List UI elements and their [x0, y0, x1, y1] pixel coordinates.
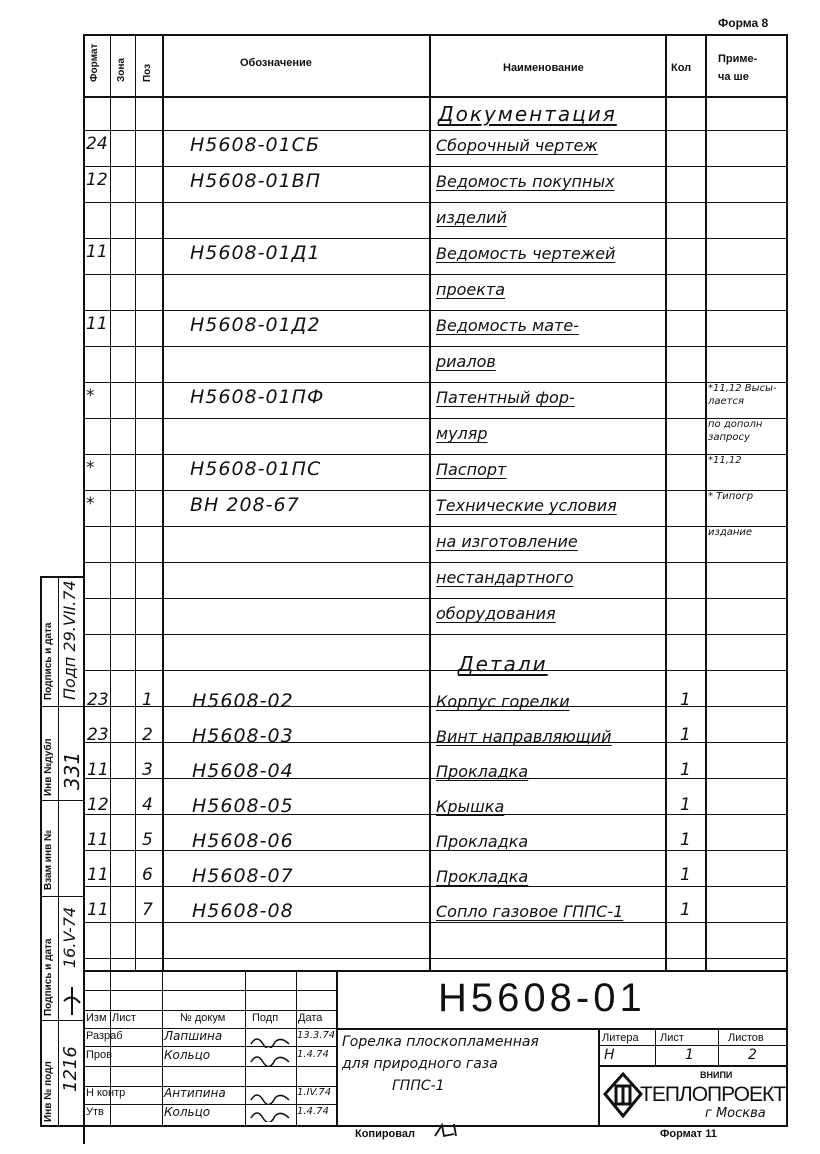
copier-signature — [432, 1122, 462, 1140]
row-line — [83, 274, 788, 275]
tb-h-list: Лист — [112, 1012, 136, 1024]
tb-title-3: ГППС-1 — [392, 1078, 445, 1094]
tb-doc-number: Н5608-01 — [438, 976, 646, 1020]
row-format: * — [86, 386, 95, 406]
row-line — [83, 598, 788, 599]
tb-line — [296, 970, 297, 1126]
row-qty: 1 — [680, 760, 691, 780]
tb-line — [598, 1045, 788, 1046]
row-line — [83, 526, 788, 527]
tb-role-date: 1.4.74 — [297, 1106, 329, 1117]
row-line — [83, 166, 788, 167]
row-line — [83, 238, 788, 239]
signature-mark — [249, 1032, 293, 1048]
tb-org-city: г Москва — [705, 1106, 766, 1121]
row-line — [83, 670, 788, 671]
row-name: нестандартного — [436, 568, 574, 587]
frame-left — [83, 34, 85, 1144]
tb-role-name: Лапшина — [164, 1029, 223, 1043]
row-qty: 1 — [680, 690, 691, 710]
row-name: на изготовление — [436, 532, 578, 551]
side-line — [40, 576, 84, 578]
side-hand-date-top: Подп 29.VII.74 — [60, 580, 79, 700]
header-name: Наименование — [503, 62, 584, 74]
tb-line — [718, 1028, 719, 1066]
col-line — [135, 34, 136, 970]
row-line — [83, 958, 788, 959]
tb-row-line — [83, 1046, 337, 1047]
row-format: 12 — [86, 170, 108, 190]
row-name: Корпус горелки — [436, 692, 570, 711]
row-name: Технические условия — [436, 496, 617, 515]
row-pos: 4 — [142, 795, 153, 815]
side-vzam-inv: Взам инв № — [43, 829, 54, 890]
tb-role: Разраб — [86, 1030, 123, 1042]
row-format: 12 — [87, 795, 109, 815]
row-name: изделий — [436, 208, 507, 227]
row-designation: Н5608-05 — [192, 795, 294, 817]
signature-mark — [249, 1050, 293, 1066]
tb-line — [162, 970, 163, 1126]
row-format: 11 — [86, 242, 108, 262]
tb-title-1: Горелка плоскопламенная — [342, 1034, 539, 1050]
row-line — [83, 634, 788, 635]
col-line — [110, 34, 111, 970]
row-name: Сопло газовое ГППС-1 — [436, 902, 624, 921]
header-note: Приме- ча ше — [718, 53, 758, 83]
row-format: 11 — [87, 760, 109, 780]
row-note: издание — [708, 527, 753, 538]
side-hand-1216: 1216 — [60, 1046, 81, 1092]
row-name: Ведомость мате- — [436, 316, 579, 335]
row-name: Прокладка — [436, 832, 529, 851]
row-designation: Н5608-08 — [192, 900, 294, 922]
row-qty: 1 — [680, 900, 691, 920]
row-name: муляр — [436, 424, 488, 443]
tb-listov-value: 2 — [748, 1047, 757, 1063]
header-designation: Обозначение — [240, 57, 312, 69]
row-qty: 1 — [680, 795, 691, 815]
side-line — [40, 800, 84, 801]
row-designation: Н5608-03 — [192, 725, 294, 747]
frame-right — [786, 34, 788, 1126]
row-line — [83, 418, 788, 419]
tb-role: Утв — [86, 1106, 104, 1118]
row-name: Крышка — [436, 797, 505, 816]
row-qty: 1 — [680, 725, 691, 745]
side-line — [40, 1020, 84, 1021]
row-designation: Н5608-01ВП — [190, 170, 321, 192]
tb-role-date: 1.IV.74 — [297, 1087, 332, 1098]
row-designation: Н5608-01Д2 — [190, 314, 321, 336]
row-line — [83, 886, 788, 887]
tb-line — [598, 1028, 600, 1126]
tb-line — [655, 1028, 656, 1066]
row-designation: Н5608-01ПФ — [190, 386, 325, 408]
tb-list-label: Лист — [660, 1032, 684, 1044]
tb-role-name: Кольцо — [164, 1048, 211, 1062]
row-name: Сборочный чертеж — [436, 136, 598, 155]
header-zone: Зона — [116, 58, 127, 82]
row-format: * — [86, 458, 95, 478]
tb-role-date: 13.3.74 — [297, 1030, 336, 1041]
row-pos: 3 — [142, 760, 153, 780]
row-name: проекта — [436, 280, 506, 299]
row-name: Паспорт — [436, 460, 507, 479]
row-note: по дополн запросу — [708, 419, 763, 443]
row-format: 11 — [86, 314, 108, 334]
row-pos: 2 — [142, 725, 153, 745]
row-format: 11 — [87, 865, 109, 885]
header-pos: Поз — [142, 63, 153, 82]
row-line — [83, 310, 788, 311]
header-line — [83, 96, 788, 98]
row-note: *11,12 Высы- лается — [708, 383, 777, 407]
tb-org-top: ВНИПИ — [700, 1070, 733, 1080]
tb-role-name: Антипина — [164, 1086, 226, 1100]
footer-copied: Копировал — [355, 1128, 416, 1140]
tb-role-date: 1.4.74 — [297, 1049, 329, 1060]
row-designation: Н5608-01СБ — [190, 134, 320, 156]
side-hand-date-bottom: 16.V-74 — [60, 906, 79, 968]
row-designation: Н5608-01ПС — [190, 458, 322, 480]
section-docs: Документация — [438, 102, 617, 126]
row-designation: Н5608-04 — [192, 760, 294, 782]
row-line — [83, 922, 788, 923]
tb-h-dokum: № докум — [180, 1012, 226, 1024]
tb-h-izm: Изм — [86, 1012, 107, 1024]
row-designation: Н5608-07 — [192, 865, 294, 887]
col-line — [429, 34, 431, 970]
tb-litera-label: Литера — [602, 1032, 639, 1044]
row-format: 11 — [87, 900, 109, 920]
signature-mark — [249, 1088, 293, 1104]
row-designation: Н5608-06 — [192, 830, 294, 852]
col-line — [162, 34, 164, 970]
header-qty: Кол — [671, 62, 692, 74]
row-line — [83, 454, 788, 455]
col-line — [665, 34, 667, 970]
side-signature — [60, 985, 84, 1020]
row-line — [83, 130, 788, 131]
row-note: *11,12 — [708, 455, 742, 466]
row-name: Ведомость чертежей — [436, 244, 616, 263]
row-name: Винт направляющий — [436, 727, 612, 746]
row-designation: ВН 208-67 — [190, 494, 300, 516]
tb-row-line — [83, 990, 337, 991]
side-line — [40, 896, 84, 897]
row-line — [83, 562, 788, 563]
tb-row-line — [83, 1010, 337, 1011]
row-format: * — [86, 494, 95, 514]
row-line — [83, 490, 788, 491]
row-pos: 6 — [142, 865, 153, 885]
row-qty: 1 — [680, 830, 691, 850]
footer-format: Формат 11 — [660, 1128, 717, 1140]
col-line — [705, 34, 707, 970]
row-pos: 7 — [142, 900, 153, 920]
frame-top — [83, 34, 788, 36]
tb-h-data: Дата — [298, 1012, 323, 1024]
row-name: оборудования — [436, 604, 556, 623]
frame-bottom — [40, 1125, 788, 1127]
side-sign-date-bottom: Подпись и дата — [43, 938, 54, 1016]
side-inv-podl: Инв № подл — [43, 1061, 54, 1122]
row-designation: Н5608-02 — [192, 690, 294, 712]
tb-line — [336, 1028, 788, 1030]
row-format: 11 — [87, 830, 109, 850]
side-line — [40, 706, 84, 707]
row-format: 23 — [87, 690, 109, 710]
tb-line — [598, 1065, 788, 1067]
row-name: Прокладка — [436, 762, 529, 781]
tb-role: Пров — [86, 1049, 112, 1061]
form-label: Форма 8 — [718, 16, 769, 30]
tb-org-name: ТЕПЛОПРОЕКТ — [640, 1083, 786, 1106]
tb-row-line — [83, 1066, 337, 1067]
row-note: * Типогр — [708, 491, 754, 502]
row-format: 23 — [87, 725, 109, 745]
tb-line — [245, 970, 246, 1126]
tb-h-podp: Подп — [252, 1012, 279, 1024]
row-format: 24 — [86, 134, 108, 154]
tb-role-name: Кольцо — [164, 1105, 211, 1119]
tb-line — [336, 970, 338, 1126]
signature-mark — [249, 1106, 293, 1122]
org-logo-icon — [603, 1072, 643, 1118]
row-pos: 5 — [142, 830, 153, 850]
row-name: Прокладка — [436, 867, 529, 886]
side-line — [40, 576, 42, 1126]
tb-litera-value: Н — [604, 1047, 615, 1063]
row-line — [83, 346, 788, 347]
tb-list-value: 1 — [685, 1047, 694, 1063]
row-name: риалов — [436, 352, 496, 371]
row-pos: 1 — [142, 690, 153, 710]
tb-line — [110, 970, 111, 1126]
side-inv-dubl: Инв №дубл — [43, 738, 54, 796]
tb-role: Н контр — [86, 1087, 126, 1099]
tb-listov-label: Листов — [728, 1032, 764, 1044]
side-line — [58, 576, 59, 1126]
tb-line — [83, 970, 788, 972]
row-designation: Н5608-01Д1 — [190, 242, 321, 264]
row-line — [83, 202, 788, 203]
tb-title-2: для природного газа — [342, 1056, 498, 1072]
row-line — [83, 382, 788, 383]
header-format: Формат — [89, 43, 100, 82]
row-name: Патентный фор- — [436, 388, 575, 407]
side-sign-date-top: Подпись и дата — [43, 622, 54, 700]
row-qty: 1 — [680, 865, 691, 885]
side-hand-331: 331 — [60, 751, 84, 790]
row-name: Ведомость покупных — [436, 172, 615, 191]
section-parts: Детали — [458, 652, 548, 676]
